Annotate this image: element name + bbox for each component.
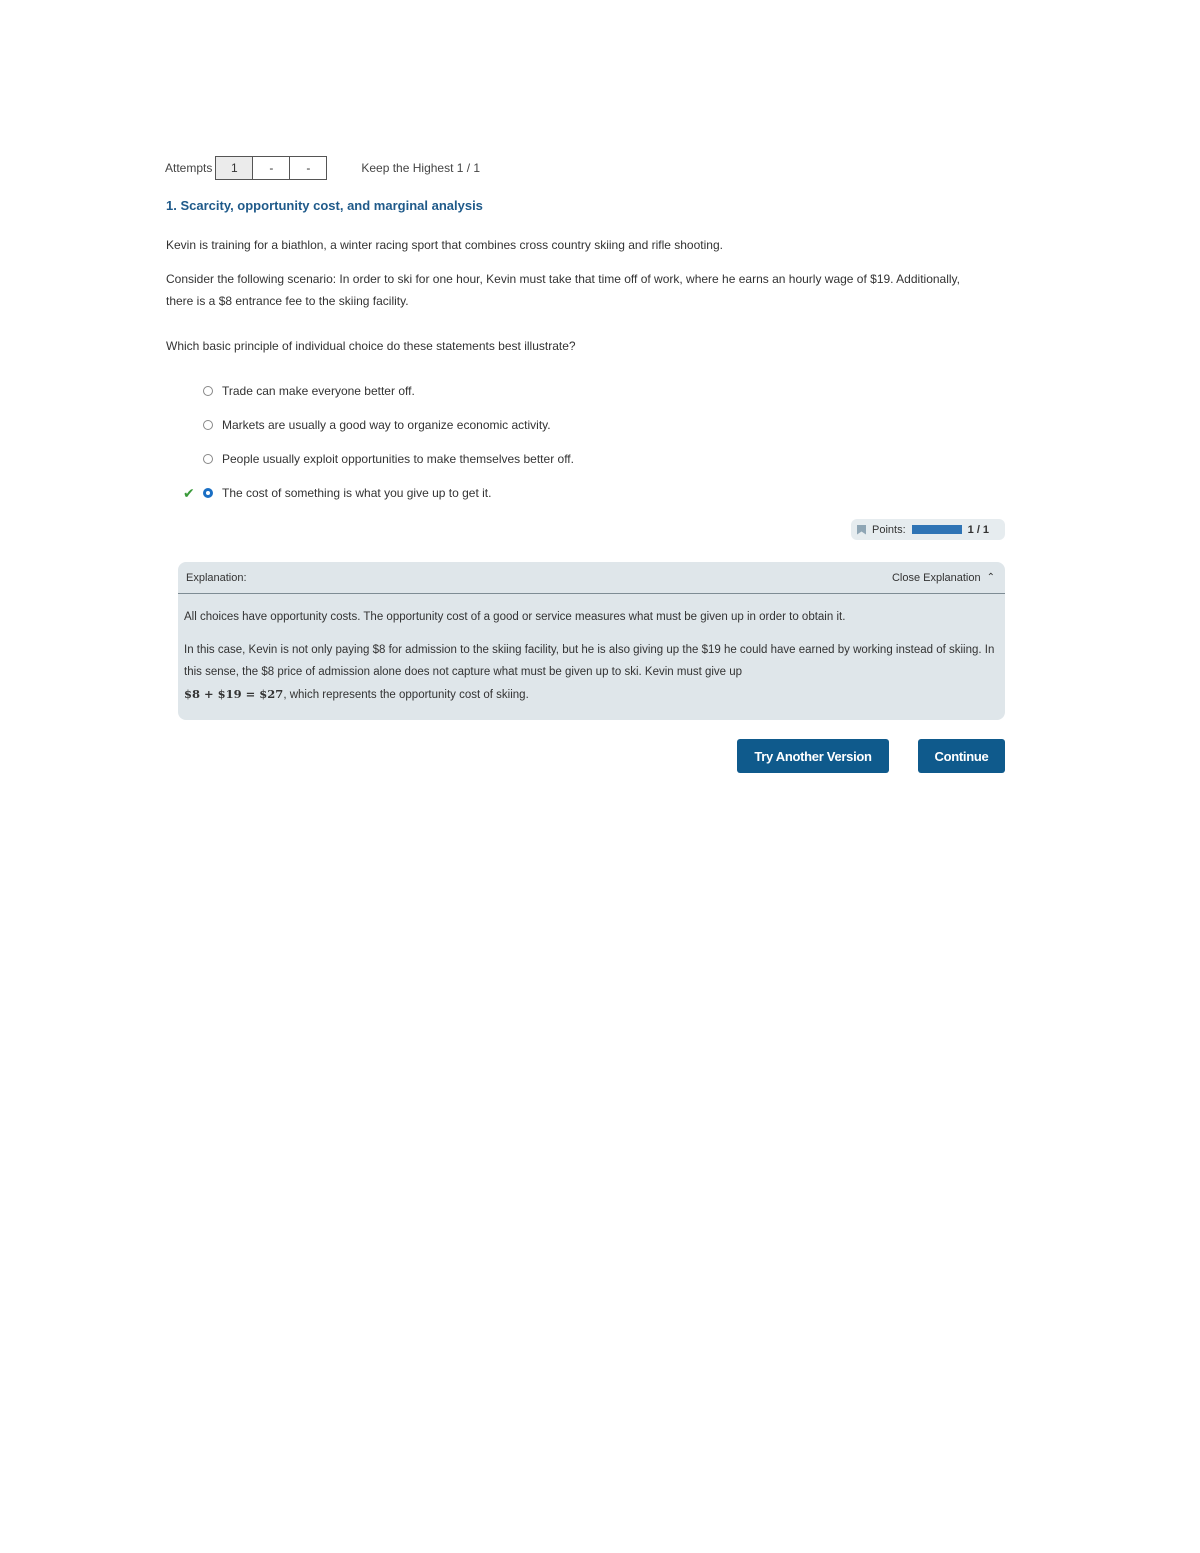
choice-item-correct[interactable] [183,476,683,510]
keep-highest-text: Keep the Highest 1 / 1 [361,161,481,175]
question-intro: Kevin is training for a biathlon, a winter racing sport that combines cross country skiing and rifle shooting. [166,238,723,252]
choice-label: Trade can make everyone better off. [222,384,415,398]
attempts-row [165,156,480,180]
explanation-paragraph-2 [184,639,999,706]
choice-label: People usually exploit opportunities to make themselves better off. [222,452,574,466]
choice-item[interactable] [183,408,683,442]
choice-label: Markets are usually a good way to organize economic activity. [222,418,551,432]
close-explanation-label: Close Explanation [891,571,981,584]
choice-item[interactable] [183,442,683,476]
attempt-box-1[interactable]: 1 [215,156,253,180]
explanation-header [178,562,1005,594]
attempt-boxes [216,156,327,180]
radio-button[interactable] [203,386,213,396]
attempt-box-3: - [289,156,327,180]
radio-button[interactable] [203,420,213,430]
question-title: 1. Scarcity, opportunity cost, and marginal analysis [166,198,483,213]
points-label: Points: [872,523,906,536]
explanation-paragraph-2-end: , which represents the opportunity cost of skiing. [283,689,529,701]
checkmark-icon: ✔ [183,484,195,501]
radio-button-selected[interactable] [203,488,213,498]
radio-button[interactable] [203,454,213,464]
explanation-paragraph-2-text: In this case, Kevin is not only paying $8 for admission to the skiing facility, but he is also giving up the $19 he could have earned by working instead of skiing. In this sense, the $8 price of admission alone does not capture what must be given up to ski. Kevin must give up [184,644,995,678]
attempts-label: Attempts [165,161,213,175]
close-explanation-button[interactable] [892,572,995,584]
explanation-paragraph-1: All choices have opportunity costs. The opportunity cost of a good or service measures what must be given up in order to obtain it. [184,611,846,623]
choice-label: The cost of something is what you give up to get it. [222,486,492,500]
choice-item[interactable] [183,374,683,408]
attempt-box-2: - [252,156,290,180]
explanation-body [178,594,1005,706]
points-badge [851,519,1005,540]
continue-button[interactable]: Continue [918,739,1005,773]
math-expression: $8 + $19 = $27 [184,687,284,701]
try-another-version-button[interactable]: Try Another Version [737,739,889,773]
answer-choices [183,374,683,510]
flag-icon [857,525,866,535]
points-progress-bar [912,525,962,534]
question-prompt: Which basic principle of individual choice do these statements best illustrate? [166,339,576,353]
explanation-panel [178,562,1005,720]
question-scenario: Consider the following scenario: In order to ski for one hour, Kevin must take that time off of work, where he earns an hourly wage of $19. Additionally, there is a $8 entrance fee to the skiing facility. [166,272,960,308]
chevron-up-icon: ⌃ [986,572,995,583]
points-value: 1 / 1 [967,523,990,536]
explanation-title: Explanation: [186,571,247,584]
